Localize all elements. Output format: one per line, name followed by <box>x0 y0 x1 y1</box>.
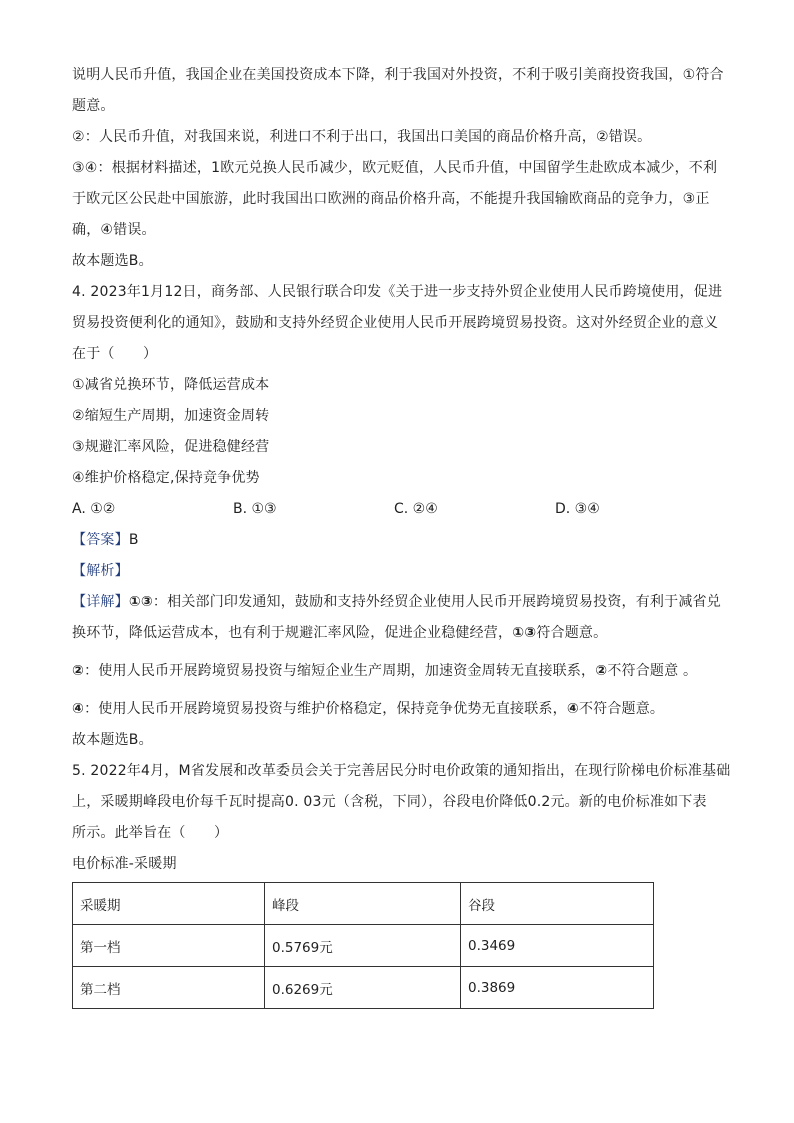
detail-ref: ①③ <box>512 625 537 641</box>
question-stem: 贸易投资便利化的通知》，鼓励和支持外经贸企业使用人民币开展跨境贸易投资。这对外经贸企业的意义 <box>72 315 719 331</box>
detail-text: 换环节，降低运营成本，也有利于规避汇率风险，促进企业稳健经营， <box>72 625 513 641</box>
option-d: D. ③④ <box>555 501 600 517</box>
option-c: C. ②④ <box>394 501 438 517</box>
detail-line <box>72 618 722 649</box>
table-row <box>73 967 654 1009</box>
table-header-cell: 谷段 <box>461 883 654 925</box>
question-stem: 4. 2023年1月12日，商务部、人民银行联合印发《关于进一步支持外贸企业使用人民币跨境使用，促进 <box>72 284 723 300</box>
question-4 <box>72 277 722 756</box>
text-line: 故本题选B。 <box>72 253 153 269</box>
detail-text: 不符合题意。 <box>578 701 665 717</box>
detail-lead: ④ <box>72 701 85 717</box>
detail-lead: ①③ <box>128 594 153 610</box>
question-stem: 上，采暖期峰段电价每千瓦时提高0. 03元（含税，下同），谷段电价降低0.2元。新的电价标准如下表 <box>72 794 707 810</box>
question-stem: 5. 2022年4月，M省发展和改革委员会关于完善居民分时电价政策的通知指出，在现行阶梯电价标准基础 <box>72 763 731 779</box>
price-table <box>72 882 654 1009</box>
answer-tag: 【答案】 <box>72 532 129 548</box>
answer-line <box>72 525 722 556</box>
detail-ref: ④ <box>566 701 579 717</box>
table-cell: 第二档 <box>73 967 265 1009</box>
detail-line <box>72 694 722 725</box>
detail-text: 不符合题意 。 <box>607 663 698 679</box>
detail-lead: ② <box>72 663 85 679</box>
table-cell: 0.3469 <box>461 925 654 967</box>
table-row <box>73 925 654 967</box>
text-line: 于欧元区公民赴中国旅游，此时我国出口欧洲的商品价格升高，不能提升我国输欧商品的竞争力，③正 <box>72 191 710 207</box>
text-line: ②：人民币升值，对我国来说，利进口不利于出口，我国出口美国的商品价格升高，②错误。 <box>72 129 652 145</box>
answer-options <box>72 494 722 525</box>
detail-text: ：使用人民币开展跨境贸易投资与缩短企业生产周期，加速资金周转无直接联系， <box>84 663 596 679</box>
detail-ref: ② <box>595 663 608 679</box>
text-line: ③④：根据材料描述，1欧元兑换人民币减少，欧元贬值，人民币升值，中国留学生赴欧成本减少，不利 <box>72 160 718 176</box>
table-cell: 0.5769元 <box>265 925 461 967</box>
statement-item: ①减省兑换环节，降低运营成本 <box>72 377 270 393</box>
table-header-cell: 采暖期 <box>73 883 265 925</box>
statement-item: ④维护价格稳定,保持竞争优势 <box>72 470 260 486</box>
table-header-row <box>73 883 654 925</box>
text-line: 说明人民币升值，我国企业在美国投资成本下降，利于我国对外投资，不利于吸引美商投资我国，①符合 <box>72 67 724 83</box>
question-stem: 在于（ ） <box>72 346 158 362</box>
detail-tag: 【详解】 <box>72 594 129 610</box>
table-header-cell: 峰段 <box>265 883 461 925</box>
question-stem: 所示。此举旨在（ ） <box>72 825 229 841</box>
detail-text: 符合题意。 <box>536 625 608 641</box>
detail-line <box>72 656 722 687</box>
option-b: B. ①③ <box>233 501 277 517</box>
question-5 <box>72 756 731 1009</box>
detail-line <box>72 587 722 618</box>
statement-item: ③规避汇率风险，促进稳健经营 <box>72 439 270 455</box>
text-line: 题意。 <box>72 98 115 114</box>
detail-text: ：使用人民币开展跨境贸易投资与维护价格稳定，保持竞争优势无直接联系， <box>84 701 567 717</box>
answer-value: B <box>128 532 139 548</box>
table-cell: 第一档 <box>73 925 265 967</box>
option-a: A. ①② <box>72 501 116 517</box>
statement-item: ②缩短生产周期，加速资金周转 <box>72 408 270 424</box>
table-cell: 0.6269元 <box>265 967 461 1009</box>
table-cell: 0.3869 <box>461 967 654 1009</box>
table-title: 电价标准-采暖期 <box>72 856 177 872</box>
document-page <box>72 60 731 1009</box>
detail-text: ：相关部门印发通知，鼓励和支持外经贸企业使用人民币开展跨境贸易投资，有利于减省兑 <box>152 594 721 610</box>
text-line: 确，④错误。 <box>72 222 156 238</box>
conclusion-line: 故本题选B。 <box>72 732 153 748</box>
analysis-tag: 【解析】 <box>72 563 129 579</box>
analysis-line <box>72 556 722 587</box>
